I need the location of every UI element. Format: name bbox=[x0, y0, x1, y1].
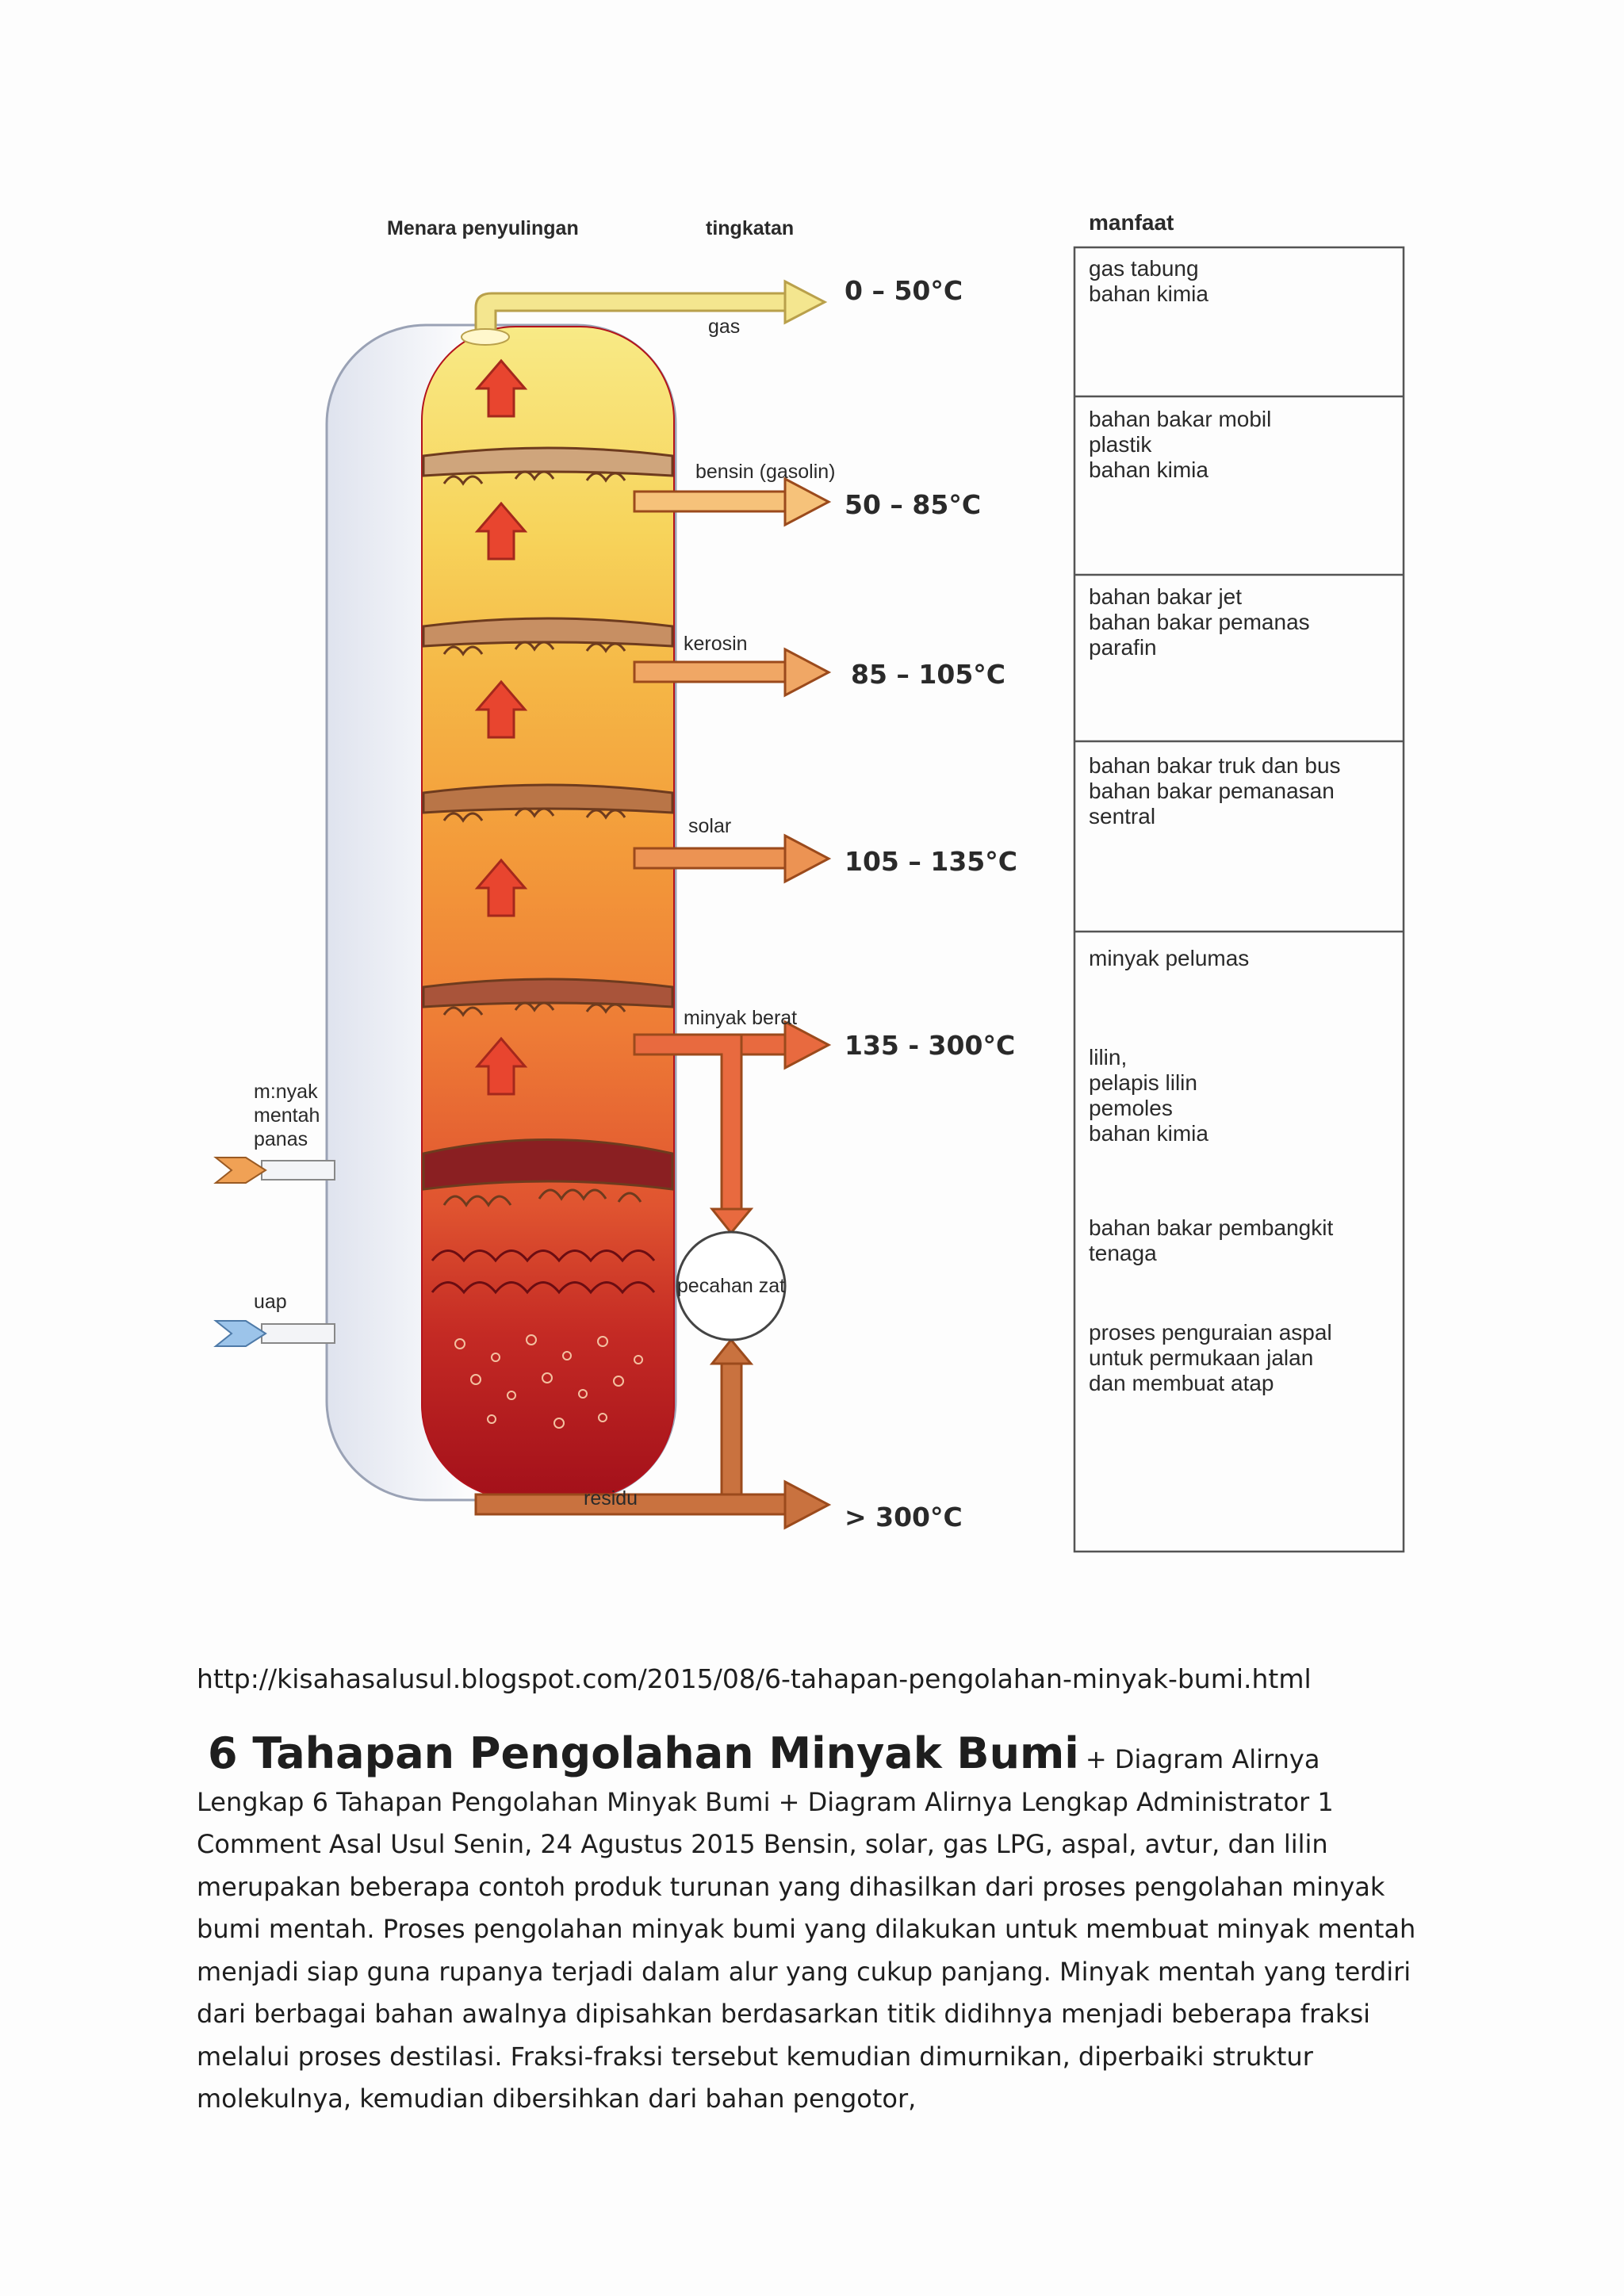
article-title: 6 Tahapan Pengolahan Minyak Bumi bbox=[208, 1728, 1079, 1778]
header-level: tingkatan bbox=[706, 217, 795, 239]
use-text: bahan bakar mobil bbox=[1089, 407, 1272, 431]
article-body: + Diagram Alirnya Lengkap 6 Tahapan Pengolahan Minyak Bumi + Diagram Alirnya Lengkap Administrator 1 Comment Asal Usul Senin, 24 Agustus 2015 Bensin, solar, gas LPG, aspal, avtur, dan lilin merupakan beberapa contoh produk turunan yang dihasilkan dari proses pengolahan minyak bumi mentah. Proses pengolahan minyak bumi yang dilakukan untuk membuat minyak mentah menjadi siap guna rupanya terjadi dalam alur yang cukup panjang. Minyak mentah yang terdiri dari berbagai bahan awalnya dipisahkan berdasarkan titik didihnya menjadi beberapa fraksi melalui proses destilasi. Fraksi-fraksi tersebut kemudian dimurnikan, diperbaiki struktur molekulnya, kemudian dibersihkan dari bahan pengotor, bbox=[197, 1744, 1416, 2114]
use-text: bahan bakar pemanas bbox=[1089, 610, 1310, 634]
use-text: bahan bakar truk dan bus bbox=[1089, 753, 1341, 778]
header-use: manfaat bbox=[1089, 210, 1174, 235]
crude-label: panas bbox=[254, 1128, 308, 1150]
use-text: parafin bbox=[1089, 635, 1157, 660]
crude-label: mentah bbox=[254, 1104, 320, 1127]
cracking-label: pecahan zat bbox=[676, 1275, 786, 1297]
header-tower: Menara penyulingan bbox=[387, 217, 579, 239]
fraction-label: gas bbox=[708, 316, 741, 338]
use-text: gas tabung bbox=[1089, 256, 1199, 281]
fraction-label: minyak berat bbox=[684, 1007, 798, 1029]
use-text: bahan kimia bbox=[1089, 281, 1208, 306]
use-text: bahan kimia bbox=[1089, 457, 1208, 482]
use-text: proses penguraian aspal bbox=[1089, 1320, 1332, 1345]
use-text: bahan kimia bbox=[1089, 1121, 1208, 1146]
use-text: bahan bakar jet bbox=[1089, 584, 1243, 609]
use-text: untuk permukaan jalan bbox=[1089, 1345, 1314, 1370]
use-text: pemoles bbox=[1089, 1096, 1173, 1120]
use-text: tenaga bbox=[1089, 1241, 1157, 1265]
gas-arrow bbox=[785, 281, 825, 323]
steam-label: uap bbox=[254, 1291, 287, 1313]
temp-label: 135 - 300°C bbox=[845, 1030, 1016, 1061]
use-text: bahan bakar pemanasan bbox=[1089, 779, 1335, 803]
fraction-label: kerosin bbox=[684, 633, 748, 655]
temp-label: 105 – 135°C bbox=[845, 846, 1017, 877]
temp-label: 85 – 105°C bbox=[851, 659, 1006, 690]
use-text: lilin, bbox=[1089, 1045, 1128, 1070]
temp-label: > 300°C bbox=[845, 1502, 963, 1533]
article bbox=[197, 1728, 1434, 2121]
fraction-label: residu bbox=[584, 1487, 638, 1510]
temp-label: 50 – 85°C bbox=[845, 489, 982, 520]
temp-label: 0 – 50°C bbox=[845, 275, 963, 306]
fraction-label: bensin (gasolin) bbox=[695, 461, 836, 483]
use-text: dan membuat atap bbox=[1089, 1371, 1274, 1395]
use-text: minyak pelumas bbox=[1089, 946, 1250, 970]
crude-label: m:nyak bbox=[254, 1081, 318, 1103]
use-text: plastik bbox=[1089, 432, 1152, 457]
source-url[interactable]: http://kisahasalusul.blogspot.com/2015/08/6-tahapan-pengolahan-minyak-bumi.html bbox=[197, 1663, 1312, 1694]
input-pipes bbox=[216, 1158, 335, 1346]
use-text: bahan bakar pembangkit bbox=[1089, 1215, 1334, 1240]
use-text: pelapis lilin bbox=[1089, 1070, 1197, 1095]
fraction-label: solar bbox=[688, 815, 732, 837]
use-text: sentral bbox=[1089, 804, 1156, 828]
